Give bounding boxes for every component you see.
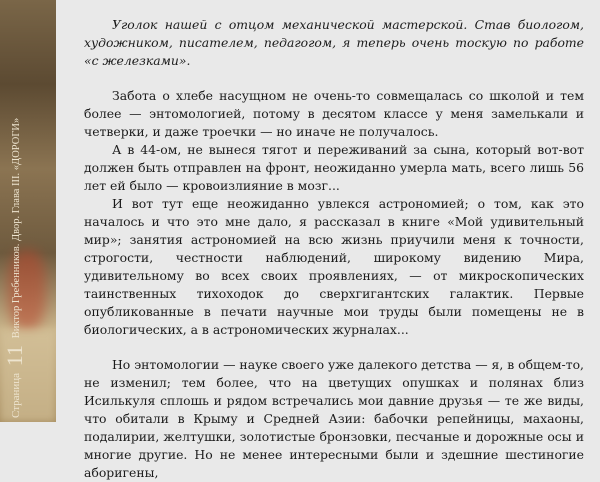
- vertical-caption: [2, 118, 28, 418]
- page-label: Страница: [10, 372, 22, 418]
- page-content: [84, 16, 584, 482]
- paragraph: Но энтомологии — науке своего уже далекого детства — я, в общем-то, не изменил; тем более, что на цветущих опушках и полянах близ Исилькуля сплошь и рядом встречались мои давние друзья — те же виды, что обитали в Крыму и Средней Азии: бабочки репейницы, махаоны, подалирии, желтушки, золотистые бронзовки, песчаные и дорожные осы и многие другие. Но не менее интересными были и здешние шестиногие аборигены,: [84, 357, 584, 480]
- paragraph: Забота о хлебе насущном не очень-то совмещалась со школой и тем более — энтомологией, потому в десятом классе у меня замелькали и четверки, и даже троечки — но иначе не получалось.: [84, 88, 584, 139]
- paragraph: А в 44-ом, не вынеся тягот и переживаний за сына, который вот-вот должен быть отправлен на фронт, неожиданно умерла мать, всего лишь 56 лет ей было — кровоизлияние в мозг...: [84, 142, 584, 193]
- paragraph: И вот тут еще неожиданно увлекся астрономией; о том, как это началось и что это мне дало, я рассказал в книге «Мой удивительный мир»; занятия астрономией на всю жизнь приучили меня к точности, строгости, честности наблюдений, широкому видению Мира, удивительному во всех своих проявлениях, — от микроскопических таинственных тихоходок до сверхгигантских галактик. Первые опубликованные в печати научные мои труды были помещены не в биологических, а в астрономических журналах...: [84, 196, 584, 337]
- epigraph: Уголок нашей с отцом механической мастерской. Став биологом, художником, писателем, педагогом, я теперь очень тоскую по работе «с железками».: [84, 17, 584, 68]
- page-number: 11: [2, 345, 27, 367]
- margin-photo-strip: [0, 0, 56, 422]
- chapter-caption: Виктор Гребенников. Двор. Глава III. «ДОРОГИ»: [11, 117, 22, 339]
